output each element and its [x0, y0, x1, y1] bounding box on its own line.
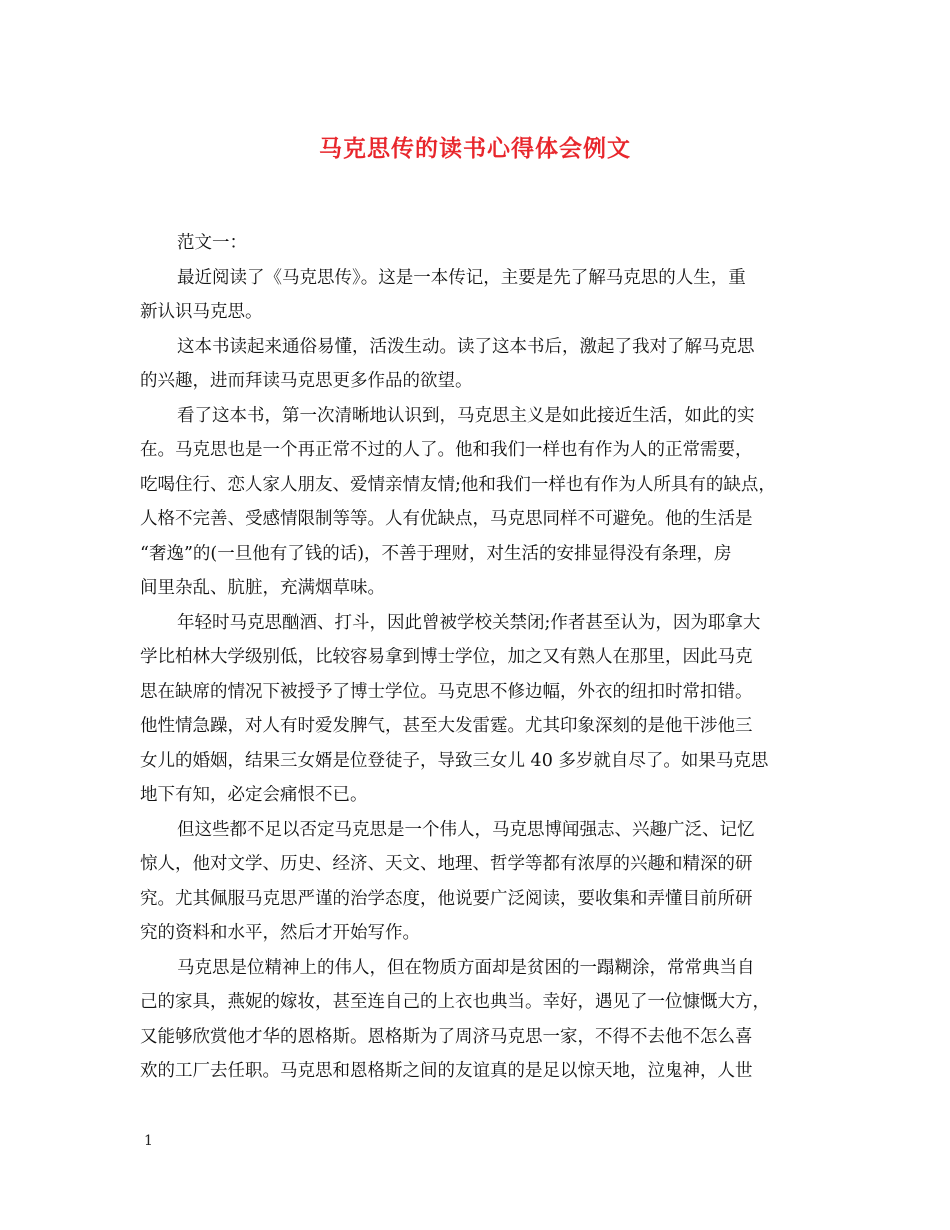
text-line: 思在缺席的情况下被授予了博士学位。马克思不修边幅，外衣的纽扣时常扣错。: [140, 681, 753, 702]
text-line: 欢的工厂去任职。马克思和恩格斯之间的友谊真的是足以惊天地，泣鬼神，人世: [140, 1061, 753, 1081]
text-line: 地下有知，必定会痛恨不已。: [140, 785, 368, 805]
text-line: 究的资料和水平，然后才开始写作。: [140, 923, 420, 943]
text-line: 最近阅读了《马克思传》。这是一本传记，主要是先了解马克思的人生，重: [177, 267, 746, 288]
text-line: 在。马克思也是一个再正常不过的人了。他和我们一样也有作为人的正常需要，: [140, 440, 753, 460]
page-number: 1: [144, 1133, 153, 1149]
text-line: 年轻时马克思酗酒、打斗，因此曾被学校关禁闭;作者甚至认为，因为耶拿大: [177, 612, 761, 633]
text-line: 吃喝住行、恋人家人朋友、爱情亲情友情;他和我们一样也有作为人所具有的缺点，: [140, 474, 776, 495]
text-line: 范文一：: [177, 233, 247, 253]
text-line: 间里杂乱、肮脏，充满烟草味。: [140, 578, 385, 598]
text-line: 惊人，他对文学、历史、经济、天文、地理、哲学等都有浓厚的兴趣和精深的研: [140, 854, 753, 874]
text-line: 但这些都不足以否定马克思是一个伟人，马克思博闻强志、兴趣广泛、记忆: [177, 819, 755, 840]
text-line: “奢逸”的(一旦他有了钱的话)，不善于理财，对生活的安排显得没有条理，房: [140, 543, 732, 564]
document-body: [140, 226, 810, 1089]
text-line: 人格不完善、受感情限制等等。人有优缺点，马克思同样不可避免。他的生活是: [140, 509, 753, 529]
text-line: 新认识马克思。: [140, 302, 263, 322]
text-line: 又能够欣赏他才华的恩格斯。恩格斯为了周济马克思一家，不得不去他不怎么喜: [140, 1026, 753, 1047]
text-line: 女儿的婚姻，结果三女婿是位登徒子，导致三女儿 40 多岁就自尽了。如果马克思: [140, 750, 769, 771]
text-line: 究。尤其佩服马克思严谨的治学态度，他说要广泛阅读，要收集和弄懂目前所研: [140, 888, 753, 909]
text-line: 这本书读起来通俗易懂，活泼生动。读了这本书后，激起了我对了解马克思: [177, 336, 755, 357]
text-line: 看了这本书，第一次清晰地认识到，马克思主义是如此接近生活，如此的实: [177, 405, 755, 426]
document-title: 马克思传的读书心得体会例文: [319, 135, 631, 162]
text-line: 他性情急躁，对人有时爱发脾气，甚至大发雷霆。尤其印象深刻的是他干涉他三: [140, 716, 753, 736]
text-line: 的兴趣，进而拜读马克思更多作品的欲望。: [140, 371, 473, 391]
text-line: 己的家具，燕妮的嫁妆，甚至连自己的上衣也典当。幸好，遇见了一位慷慨大方，: [140, 992, 770, 1012]
text-line: 马克思是位精神上的伟人，但在物质方面却是贫困的一蹋糊涂，常常典当自: [177, 957, 755, 978]
text-line: 学比柏林大学级别低，比较容易拿到博士学位，加之又有熟人在那里，因此马克: [140, 647, 753, 667]
